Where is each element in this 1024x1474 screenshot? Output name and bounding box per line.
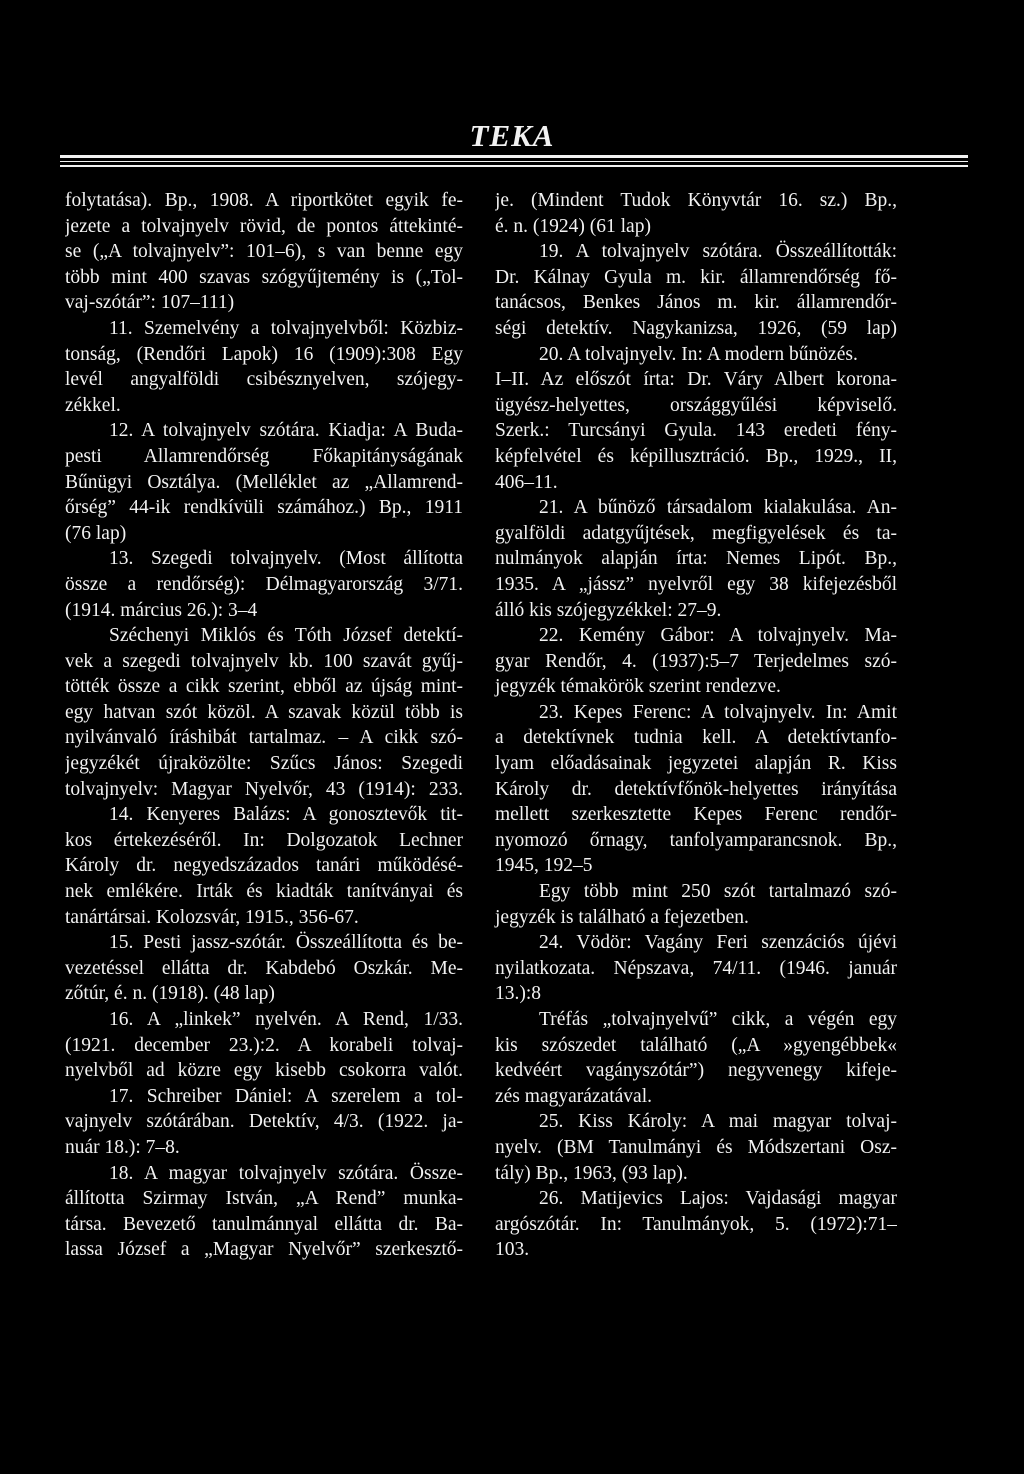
text-line: vajnyelv szótárában. Detektív, 4/3. (1922. ja- [65, 1111, 463, 1133]
text-line: nek emlékére. Irták és kiadták tanítványai és [65, 881, 463, 903]
text-line: Egy több mint 250 szót tartalmazó szó- [539, 881, 897, 903]
text-line: vezetéssel ellátta dr. Kabdebó Oszkár. Me- [65, 957, 463, 979]
text-line: jegyzékét újraközölte: Szűcs János: Szegedi [65, 753, 463, 775]
text-line: jegyzék is található a fejezetben. [495, 906, 749, 928]
text-line: kedvéért vagányszótár”) negyvenegy kifeje- [495, 1060, 897, 1082]
text-line: nuár 18.): 7–8. [65, 1136, 180, 1158]
text-line: 1935. A „jássz” nyelvről egy 38 kifejezésből [495, 573, 897, 595]
text-line: 21. A bűnöző társadalom kialakulása. An- [539, 497, 897, 519]
text-line: Dr. Kálnay Gyula m. kir. államrendőrség fő- [495, 266, 897, 288]
text-line: kis szószedet található („A »gyengébbek« [495, 1034, 897, 1056]
text-line: tály) Bp., 1963, (93 lap). [495, 1162, 688, 1184]
text-line: nyilatkozata. Népszava, 74/11. (1946. január [495, 957, 897, 979]
text-line: 13. Szegedi tolvajnyelv. (Most állította [109, 548, 463, 570]
text-line: nyilvánvaló íráshibát tartalmaz. – A cikk szó- [65, 727, 463, 749]
text-line: nyomozó őrnagy, tanfolyamparancsnok. Bp., [495, 829, 897, 851]
text-line: (76 lap) [65, 522, 127, 544]
text-line: zés magyarázatával. [495, 1085, 652, 1107]
text-line: tonság, (Rendőri Lapok) 16 (1909):308 Egy [65, 343, 463, 365]
text-line: mellett szerkesztette Kepes Ferenc rendőr- [495, 804, 897, 826]
text-line: zékkel. [65, 394, 121, 416]
text-line: nyelv. (BM Tanulmányi és Módszertani Osz- [495, 1136, 897, 1158]
text-line: 1945, 192–5 [495, 855, 593, 877]
text-line: Tréfás „tolvajnyelvű” cikk, a végén egy [539, 1009, 897, 1030]
text-line: tanártársai. Kolozsvár, 1915., 356-67. [65, 906, 359, 928]
text-line: 25. Kiss Károly: A mai magyar tolvaj- [539, 1111, 897, 1133]
text-line: Károly dr. detektívfőnök-helyettes irányítása [495, 778, 897, 800]
text-line: állította Szirmay István, „A Rend” munka- [65, 1188, 463, 1210]
text-line: több mint 400 szavas szógyűjtemény is („Tol- [65, 266, 463, 288]
left-text-column [65, 188, 463, 1263]
text-line: őrség” 44-ik rendkívüli számához.) Bp., 1911 [65, 497, 463, 519]
text-line: 11. Szemelvény a tolvajnyelvből: Közbiz- [109, 317, 463, 339]
text-line: tötték össze a cikk szerint, ebből az újság mint- [65, 676, 463, 698]
text-line: lyam előadásainak jegyzetei alapján R. Kiss [495, 753, 897, 775]
running-header-title: TEKA [469, 118, 555, 153]
text-line: egy hatvan szót közöl. A szavak közül több is [65, 701, 463, 723]
text-line: je. (Mindent Tudok Könyvtár 16. sz.) Bp., [495, 190, 897, 211]
text-line: 24. Vödör: Vagány Feri szenzációs újévi [539, 932, 897, 954]
text-line: 23. Kepes Ferenc: A tolvajnyelv. In: Amit [539, 701, 897, 723]
text-line: Károly dr. negyedszázados tanári működésé- [65, 855, 463, 877]
text-line: 406–11. [495, 471, 558, 493]
text-line: argószótár. In: Tanulmányok, 5. (1972):71– [495, 1213, 897, 1235]
text-line: 17. Schreiber Dániel: A szerelem a tol- [109, 1085, 463, 1107]
text-line: ségi detektív. Nagykanizsa, 1926, (59 lap) [495, 317, 897, 339]
text-line: Szerk.: Turcsányi Gyula. 143 eredeti fény- [495, 420, 897, 442]
header-rule-bottom [60, 165, 968, 167]
text-line: (1921. december 23.):2. A korabeli tolvaj- [65, 1034, 463, 1056]
text-line: gyar Rendőr, 4. (1937):5–7 Terjedelmes szó- [495, 650, 897, 672]
text-line: társa. Bevezető tanulmánnyal ellátta dr. Ba- [65, 1213, 463, 1235]
text-line: jegyzék témakörök szerint rendezve. [495, 676, 781, 698]
text-line: I–II. Az előszót írta: Dr. Váry Albert korona- [495, 369, 897, 391]
text-line: vek a szegedi tolvajnyelv kb. 100 szavát gyűj- [65, 650, 463, 672]
text-line: 18. A magyar tolvajnyelv szótára. Össze- [109, 1162, 463, 1184]
text-line: 26. Matijevics Lajos: Vajdasági magyar [539, 1188, 897, 1210]
text-line: jezete a tolvajnyelv rövid, de pontos áttekinté- [65, 215, 463, 237]
text-line: a detektívnek tudnia kell. A detektívtanfo- [495, 727, 897, 749]
right-text-column [495, 188, 897, 1263]
text-line: álló kis szójegyzékkel: 27–9. [495, 599, 722, 621]
text-line: nyelvből ad közre egy kisebb csokorra valót. [65, 1060, 463, 1082]
text-line: 14. Kenyeres Balázs: A gonosztevők tit- [109, 804, 463, 826]
text-line: é. n. (1924) (61 lap) [495, 215, 651, 237]
text-line: 15. Pesti jassz-szótár. Összeállította és be- [109, 932, 463, 954]
text-line: se („A tolvajnyelv”: 101–6), s van benne egy [65, 241, 463, 263]
header-rule-middle [60, 161, 968, 162]
text-line: Széchenyi Miklós és Tóth József detektí- [109, 625, 463, 647]
text-line: tolvajnyelv: Magyar Nyelvőr, 43 (1914): 233. [65, 778, 463, 800]
text-line: nulmányok alapján írta: Nemes Lipót. Bp., [495, 548, 897, 570]
text-line: 19. A tolvajnyelv szótára. Összeállították: [539, 241, 897, 263]
text-line: 103. [495, 1239, 530, 1261]
text-line: képfelvétel és képillusztráció. Bp., 1929., II, [495, 445, 897, 467]
text-line: folytatása). Bp., 1908. A riportkötet egyik fe- [65, 190, 463, 211]
text-line: össze a rendőrség): Délmagyarország 3/71. [65, 573, 463, 595]
text-line: kos értekezéséről. In: Dolgozatok Lechner [65, 829, 463, 851]
text-line: vaj-szótár”: 107–111) [65, 292, 235, 314]
text-line: (1914. március 26.): 3–4 [65, 599, 258, 621]
text-line: lassa József a „Magyar Nyelvőr” szerkesztő- [65, 1239, 463, 1261]
text-line: 16. A „linkek” nyelvén. A Rend, 1/33. [109, 1009, 463, 1030]
header-rule-top [60, 155, 968, 158]
text-line: 13.):8 [495, 983, 542, 1005]
text-line: levél angyalföldi csibésznyelven, szójegy- [65, 369, 463, 391]
text-line: ügyész-helyettes, országgyűlési képviselő. [495, 394, 897, 416]
text-line: zőtúr, é. n. (1918). (48 lap) [65, 983, 275, 1005]
text-line: 22. Kemény Gábor: A tolvajnyelv. Ma- [539, 625, 897, 647]
text-line: gyalföldi adatgyűjtések, megfigyelések és ta- [495, 522, 897, 544]
text-line: Bűnügyi Osztálya. (Melléklet az „Allamrend- [65, 471, 463, 493]
text-line: 20. A tolvajnyelv. In: A modern bűnözés. [539, 343, 858, 365]
text-line: tanácsos, Benkes János m. kir. államrendőr- [495, 292, 897, 314]
text-line: 12. A tolvajnyelv szótára. Kiadja: A Buda- [109, 420, 463, 442]
text-line: pesti Allamrendőrség Főkapitányságának [65, 445, 463, 467]
